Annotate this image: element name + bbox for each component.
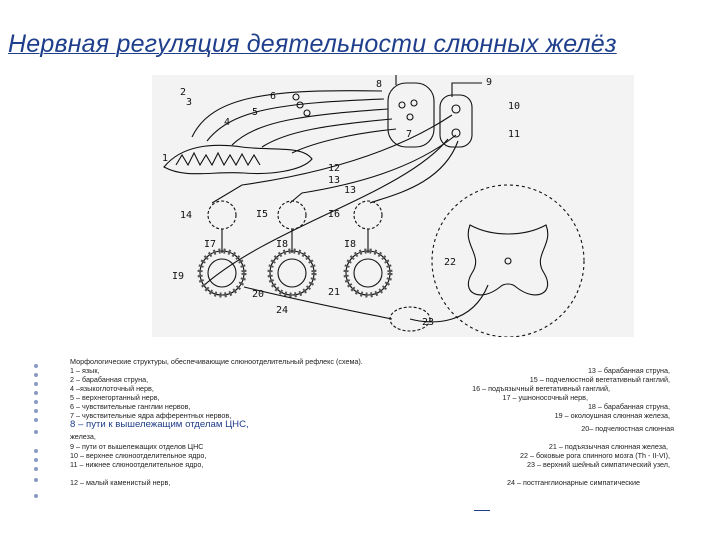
legend-item: железа, [70,432,96,441]
postganglionic-sympathetic [244,287,392,319]
slide-title: Нервная регуляция деятельности слюнных желёз [8,30,617,58]
bullet [34,478,38,482]
ganglion-14 [208,201,236,229]
bullet [34,391,38,395]
legend-item: 1 – язык, [70,366,100,375]
bullet [34,458,38,462]
bullet [34,418,38,422]
legend-item: 18 – барабанная струна, [587,402,670,411]
legend-item: 9 – пути от вышележащих отделов ЦНС [70,442,204,451]
label-2: 2 [180,87,187,98]
legend-item: 17 – ушноносочный нерв, [502,393,588,402]
legend-item: 13 – барабанная струна, [587,366,670,375]
svg-text:4: 4 [224,117,231,128]
legend-item: 2 – барабанная струна, [70,375,149,384]
bullet [34,364,38,368]
legend-heading: Морфологические структуры, обеспечивающие слюноотделительный рефлекс (схема). [70,357,363,366]
bullet [34,409,38,413]
svg-text:13: 13 [344,185,357,196]
tongue-outline [164,145,312,173]
bullet [34,373,38,377]
spinal-grey-matter [468,225,548,295]
salivatory-nuclei [440,95,472,147]
svg-text:11: 11 [508,129,521,140]
svg-text:1: 1 [162,153,169,164]
svg-text:10: 10 [508,101,521,112]
svg-text:21: 21 [328,287,341,298]
legend-item: 21 – подъязычная слюнная железа, [548,442,668,451]
efferent-fiber [202,139,448,287]
svg-text:I8: I8 [276,239,289,250]
efferent-fiber [290,135,456,203]
sensory-ganglion [304,110,310,116]
svg-text:23: 23 [422,317,435,328]
svg-text:14: 14 [180,210,193,221]
legend-item: 16 – подъязычный вегетативный ганглий, [472,384,610,393]
bullet [34,467,38,471]
svg-text:8: 8 [376,79,383,90]
ganglion-15 [278,201,306,229]
svg-text:22: 22 [444,257,457,268]
efferent-fiber [212,115,452,203]
legend-item: 15 – подчелюстной вегетативный ганглий, [529,375,670,384]
bullet [34,382,38,386]
underline-mark [474,510,490,511]
bullet [34,430,38,434]
bullet [34,400,38,404]
legend-item: 20– подчелюстная слюнная [581,424,674,433]
cns-pathways [396,75,482,97]
legend-item: 5 – верхнегортанный нерв, [70,393,160,402]
legend-item: 19 – околоушная слюнная железа, [554,411,670,420]
svg-text:20: 20 [252,289,265,300]
legend-item: 11 – нижнее слюноотделительное ядро, [70,460,204,469]
svg-text:6: 6 [270,91,277,102]
legend-item-highlight: 8 – пути к вышележащим отделам ЦНС, [70,419,249,430]
nerve-fiber [262,119,392,147]
legend-item: 10 – верхнее слюноотделительное ядро, [70,451,207,460]
svg-text:I9: I9 [172,271,185,282]
legend-item: 12 – малый каменистый нерв, [70,478,171,487]
bullet [34,494,38,498]
svg-text:5: 5 [252,107,259,118]
svg-text:12: 12 [328,163,341,174]
diagram-svg [152,75,634,337]
legend-item: 22 – боковые рога спинного мозга (Тh - II-VI), [520,451,670,460]
svg-text:I8: I8 [344,239,357,250]
legend-item: 4 –языкоглоточный нерв, [70,384,154,393]
svg-text:24: 24 [276,305,289,316]
svg-text:7: 7 [406,129,413,140]
bullet [34,449,38,453]
ganglion-16 [354,201,382,229]
legend-item: 6 – чувствительные ганглии нервов, [70,402,191,411]
tongue-papillae [176,153,260,165]
nerve-fiber [292,129,396,153]
svg-text:9: 9 [486,77,493,88]
svg-text:13: 13 [328,175,341,186]
nerve-fiber [192,91,382,137]
svg-text:I7: I7 [204,239,217,250]
legend-item: 24 – постганглионарные симпатические [506,478,640,487]
legend-item: 23 – верхний шейный симпатический узел, [526,460,670,469]
svg-text:3: 3 [186,97,193,108]
svg-text:I6: I6 [328,209,341,220]
salivary-reflex-diagram [152,75,634,337]
sensory-ganglion [293,94,299,100]
svg-text:I5: I5 [256,209,269,220]
legend-item: 7 – чувствительные ядра афферентных нервов, [70,411,232,420]
